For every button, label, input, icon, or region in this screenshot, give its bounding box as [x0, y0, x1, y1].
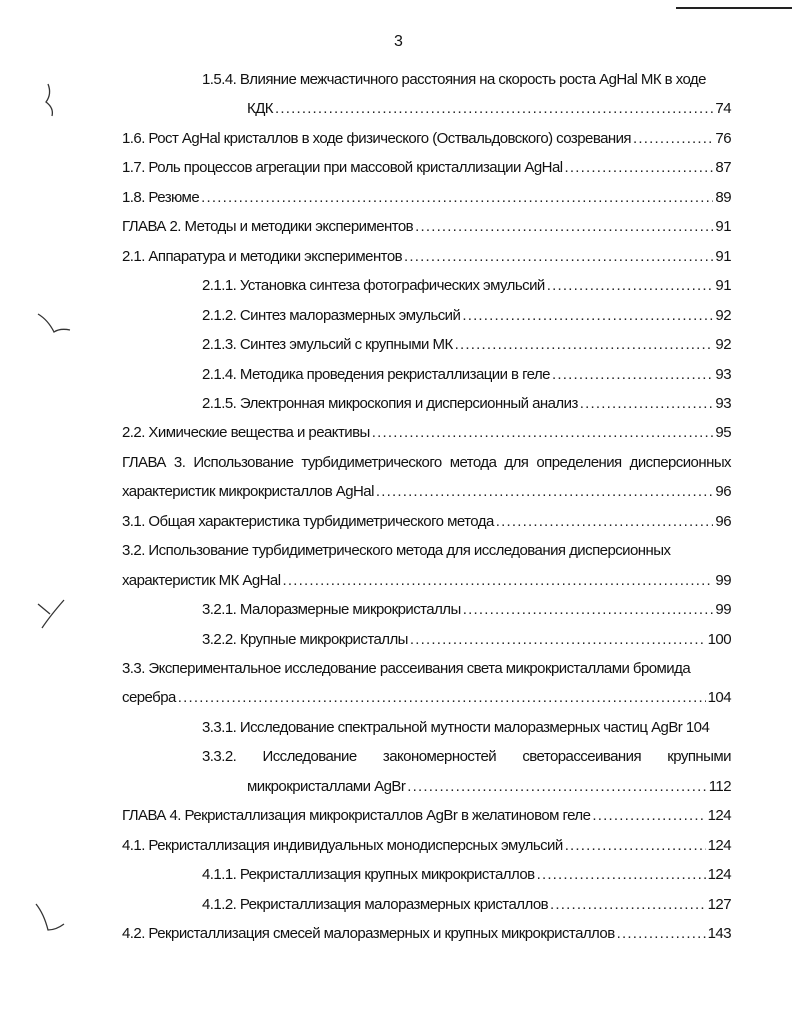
- toc-entry-page: 76: [715, 129, 731, 147]
- toc-entry-title: ГЛАВА 2. Методы и методики экспериментов: [122, 218, 414, 236]
- toc-entry: [202, 302, 731, 324]
- toc-entry: [202, 743, 731, 765]
- toc-entry: [247, 95, 731, 117]
- toc-entry-page: 143: [707, 925, 731, 943]
- toc-entry: [122, 567, 731, 589]
- toc-entry-title: 4.2. Рекристаллизация смесей малоразмерных и крупных микрокристаллов: [122, 925, 615, 943]
- toc-entry: [122, 537, 731, 559]
- toc-entry-title: 3.3.1. Исследование спектральной мутности малоразмерных частиц AgBr 104: [202, 718, 710, 736]
- dot-leader: [415, 218, 713, 235]
- dot-leader: [633, 130, 713, 147]
- toc-entry-title: 4.1.2. Рекристаллизация малоразмерных кристаллов: [202, 895, 549, 913]
- dot-leader: [455, 336, 714, 353]
- toc-entry: [122, 243, 731, 265]
- toc-entry-title: 1.8. Резюме: [122, 188, 200, 206]
- dot-leader: [275, 100, 713, 117]
- handwritten-mark: [36, 80, 66, 120]
- toc-entry: [202, 331, 731, 353]
- toc-entry-title: 2.1. Аппаратура и методики экспериментов: [122, 247, 403, 265]
- toc-entry-page: 91: [715, 277, 731, 295]
- toc-entry-page: 124: [707, 836, 731, 854]
- toc-entry-page: 112: [708, 777, 731, 795]
- dot-leader: [372, 424, 714, 441]
- handwritten-mark: [30, 900, 70, 940]
- toc-entry-page: 89: [715, 188, 731, 206]
- toc-entry: [202, 272, 731, 294]
- toc-entry-page: 104: [707, 689, 731, 707]
- toc-entry: [202, 596, 731, 618]
- toc-entry-page: 96: [715, 483, 731, 501]
- toc-entry-page: 74: [715, 100, 731, 118]
- dot-leader: [178, 689, 706, 706]
- toc-entry-title: 3.1. Общая характеристика турбидиметрического метода: [122, 512, 494, 530]
- toc-entry-page: 127: [707, 895, 731, 913]
- dot-leader: [617, 925, 706, 942]
- toc-entry: [122, 154, 731, 176]
- dot-leader: [565, 159, 714, 176]
- toc-entry-title: 1.5.4. Влияние межчастичного расстояния на скорость роста AgHal МК в ходе: [202, 71, 706, 88]
- dot-leader: [201, 189, 713, 206]
- toc-entry: [202, 390, 731, 412]
- handwritten-mark: [30, 596, 70, 632]
- toc-entry-title: 3.2.2. Крупные микрокристаллы: [202, 630, 408, 648]
- toc-entry: [122, 184, 731, 206]
- toc-entry: [202, 66, 731, 88]
- dot-leader: [376, 483, 714, 500]
- toc-entry-title: 2.1.1. Установка синтеза фотографических эмульсий: [202, 277, 545, 295]
- dot-leader: [580, 395, 714, 412]
- toc-entry-page: 99: [715, 601, 731, 619]
- dot-leader: [462, 307, 713, 324]
- dot-leader: [407, 778, 706, 795]
- toc-entry: [247, 773, 731, 795]
- dot-leader: [547, 277, 714, 294]
- toc-entry-page: 87: [715, 159, 731, 177]
- toc-entry-title: 2.1.5. Электронная микроскопия и дисперсионный анализ: [202, 394, 578, 412]
- toc-entry-page: 124: [707, 807, 731, 825]
- toc-entry-page: 96: [715, 512, 731, 530]
- toc-entry-title: 1.7. Роль процессов агрегации при массовой кристаллизации AgHal: [122, 159, 563, 177]
- scan-edge-line: [676, 7, 792, 9]
- toc-entry: [122, 419, 731, 441]
- toc-entry-page: 92: [715, 306, 731, 324]
- dot-leader: [283, 572, 714, 589]
- toc-entry: [202, 714, 731, 736]
- toc-entry-page: 93: [715, 365, 731, 383]
- toc-entry: [202, 361, 731, 383]
- toc-entry-title: 1.6. Рост AgHal кристаллов в ходе физического (Оствальдовского) созревания: [122, 129, 632, 147]
- dot-leader: [404, 248, 713, 265]
- toc-entry-title: 4.1. Рекристаллизация индивидуальных монодисперсных эмульсий: [122, 836, 563, 854]
- dot-leader: [496, 513, 714, 530]
- toc-entry-title: микрокристаллами AgBr: [247, 777, 406, 795]
- toc-entry-title: 2.1.3. Синтез эмульсий с крупными МК: [202, 336, 453, 354]
- toc-entry: [202, 626, 731, 648]
- toc-entry-title: ГЛАВА 3. Использование турбидиметрического метода для определения дисперсионных: [122, 453, 731, 471]
- toc-entry-page: 124: [707, 866, 731, 884]
- toc-entry-page: 95: [715, 424, 731, 442]
- toc-entry-title: 3.2.1. Малоразмерные микрокристаллы: [202, 601, 461, 619]
- toc-entry-title: характеристик микрокристаллов AgHal: [122, 483, 374, 501]
- toc-entry-title: 2.1.2. Синтез малоразмерных эмульсий: [202, 306, 461, 324]
- toc-entry-page: 92: [715, 336, 731, 354]
- dot-leader: [463, 601, 714, 618]
- toc-entry-title: КДК: [247, 100, 273, 118]
- toc-entry: [122, 125, 731, 147]
- page-number: 3: [394, 33, 403, 50]
- toc-entry: [122, 802, 731, 824]
- toc-entry-title: характеристик МК AgHal: [122, 571, 281, 589]
- toc-entry-page: 100: [707, 630, 731, 648]
- toc-entry: [122, 508, 731, 530]
- toc-entry: [122, 832, 731, 854]
- toc-entry: [122, 213, 731, 235]
- dot-leader: [410, 631, 706, 648]
- toc-entry-page: 91: [715, 218, 731, 236]
- dot-leader: [550, 896, 706, 913]
- toc-entry-page: 91: [715, 247, 731, 265]
- toc-entry-title: ГЛАВА 4. Рекристаллизация микрокристаллов AgBr в желатиновом геле: [122, 807, 591, 825]
- dot-leader: [592, 807, 705, 824]
- toc-entry: [122, 478, 731, 500]
- toc-entry: [122, 449, 731, 471]
- toc-entry: [122, 920, 731, 942]
- handwritten-mark: [34, 310, 74, 340]
- toc-entry-title: 3.2. Использование турбидиметрического метода для исследования дисперсионных: [122, 542, 671, 560]
- toc-entry: [122, 684, 731, 706]
- toc-entry-title: 4.1.1. Рекристаллизация крупных микрокристаллов: [202, 866, 535, 884]
- toc-entry-page: 99: [715, 571, 731, 589]
- toc-entry-title: 3.3.2. Исследование закономерностей светорассеивания крупными: [202, 748, 731, 766]
- toc-entry-title: 2.1.4. Методика проведения рекристаллизации в геле: [202, 365, 550, 383]
- dot-leader: [537, 866, 706, 883]
- toc-entry: [202, 891, 731, 913]
- toc-entry-title: серебра: [122, 689, 176, 707]
- toc-entry: [122, 655, 731, 677]
- toc-entry-page: 93: [715, 394, 731, 412]
- dot-leader: [552, 366, 713, 383]
- dot-leader: [565, 837, 706, 854]
- toc-entry-title: 2.2. Химические вещества и реактивы: [122, 424, 370, 442]
- toc-entry: [202, 861, 731, 883]
- toc-entry-title: 3.3. Экспериментальное исследование рассеивания света микрокристаллами бромида: [122, 660, 691, 677]
